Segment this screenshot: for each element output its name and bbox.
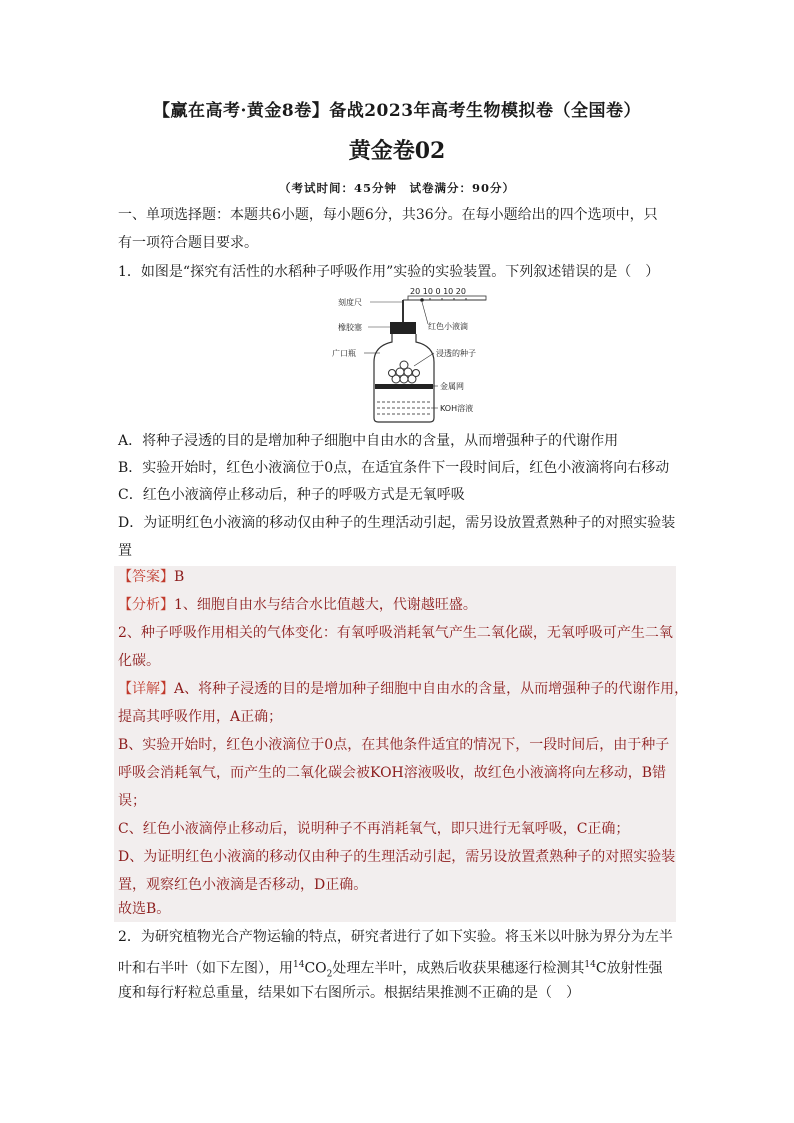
soaked-seeds — [389, 361, 420, 383]
paper-title: 黄金卷02 — [348, 138, 446, 164]
detail-b1: B、实验开始时，红色小液滴位于0点，在其他条件适宜的情况下，一段时间后，由于种子 — [118, 737, 670, 753]
answer-value: B — [174, 569, 185, 585]
q1-option-b: B．实验开始时，红色小液滴位于0点，在适宜条件下一段时间后，红色小液滴将向右移动 — [118, 460, 670, 476]
detail-line1 — [118, 678, 689, 700]
q2-line2-pre: 叶和右半叶（如下左图），用 — [118, 960, 293, 977]
detail-d2: 置，观察红色小液滴是否移动，D正确。 — [118, 877, 368, 893]
detail-b2: 呼吸会消耗氧气，而产生的二氧化碳会被KOH溶液吸收，故红色小液滴将向左移动，B错 — [118, 765, 667, 781]
conclusion: 故选B。 — [118, 901, 171, 917]
answer-line — [118, 566, 680, 588]
q1-option-a: A．将种子浸透的目的是增加种子细胞中自由水的含量，从而增强种子的代谢作用 — [118, 433, 619, 449]
analysis-line1 — [118, 594, 680, 616]
rubber-stopper — [390, 322, 416, 334]
detail-b3: 误； — [118, 793, 146, 809]
detail-a1: A、将种子浸透的目的是增加种子细胞中自由水的含量，从而增强种子的代谢作用， — [174, 681, 689, 697]
label-seeds: 浸透的种子 — [436, 349, 476, 358]
q2-line2-mid: 处理左半叶，成熟后收获果穗逐行检测其 — [332, 960, 585, 977]
analysis-1: 1、细胞自由水与结合水比值越大，代谢越旺盛。 — [174, 597, 477, 613]
q1-option-c: C．红色小液滴停止移动后，种子的呼吸方式是无氧呼吸 — [118, 487, 465, 503]
analysis-2b: 化碳。 — [118, 653, 160, 669]
analysis-tag: 【分析】 — [118, 597, 174, 613]
label-ruler: 刻度尺 — [338, 298, 362, 307]
q1-option-d-line1: D．为证明红色小液滴的移动仅由种子的生理活动引起，需另设放置煮熟种子的对照实验装 — [118, 515, 676, 531]
co2-formula: CO — [304, 960, 327, 977]
carbon-symbol: C — [595, 960, 607, 977]
co2-subscript: 2 — [326, 969, 333, 980]
q2-line2 — [118, 954, 680, 985]
scale-ticks: 20 10 0 10 20 — [410, 287, 466, 296]
q2-line3: 度和每行籽粒总重量，结果如下右图所示。根据结果推测不正确的是（ ） — [118, 985, 580, 1001]
q1-stem: 1．如图是“探究有活性的水稻种子呼吸作用”实验的实验装置。下列叙述错误的是（ ） — [118, 264, 660, 280]
label-koh: KOH溶液 — [440, 404, 474, 413]
label-mesh: 金属网 — [440, 382, 464, 391]
ruler-scale — [408, 296, 486, 300]
koh-solution — [377, 402, 431, 414]
label-bottle: 广口瓶 — [332, 349, 356, 358]
q1-option-d-line2: 置 — [118, 543, 132, 559]
exam-info: （考试时间：45分钟 试卷满分：90分） — [278, 181, 515, 195]
co2-mass-number: 14 — [293, 960, 305, 970]
respiration-apparatus-figure — [330, 284, 500, 426]
label-droplet: 红色小液滴 — [428, 322, 468, 331]
detail-d1: D、为证明红色小液滴的移动仅由种子的生理活动引起，需另设放置煮熟种子的对照实验装 — [118, 849, 676, 865]
q2-line2-post: 放射性强 — [606, 960, 663, 977]
c-mass-number: 14 — [584, 960, 596, 970]
section-instruction-line1: 一、单项选择题：本题共6小题，每小题6分，共36分。在每小题给出的四个选项中，只 — [118, 207, 658, 223]
metal-mesh — [375, 384, 433, 389]
detail-c: C、红色小液滴停止移动后，说明种子不再消耗氧气，即只进行无氧呼吸，C正确； — [118, 821, 630, 837]
q2-line1: 2．为研究植物光合产物运输的特点，研究者进行了如下实验。将玉米以叶脉为界分为左半 — [118, 929, 673, 945]
series-title: 【赢在高考·黄金8卷】备战2023年高考生物模拟卷（全国卷） — [152, 101, 642, 121]
detail-tag: 【详解】 — [118, 681, 174, 697]
analysis-2a: 2、种子呼吸作用相关的气体变化：有氧呼吸消耗氧气产生二氧化碳，无氧呼吸可产生二氧 — [118, 625, 673, 641]
detail-a2: 提高其呼吸作用，A正确； — [118, 709, 283, 725]
section-instruction-line2: 有一项符合题目要求。 — [118, 235, 258, 251]
label-stopper: 橡胶塞 — [338, 323, 362, 332]
red-droplet — [420, 298, 424, 302]
answer-tag: 【答案】 — [118, 569, 174, 585]
